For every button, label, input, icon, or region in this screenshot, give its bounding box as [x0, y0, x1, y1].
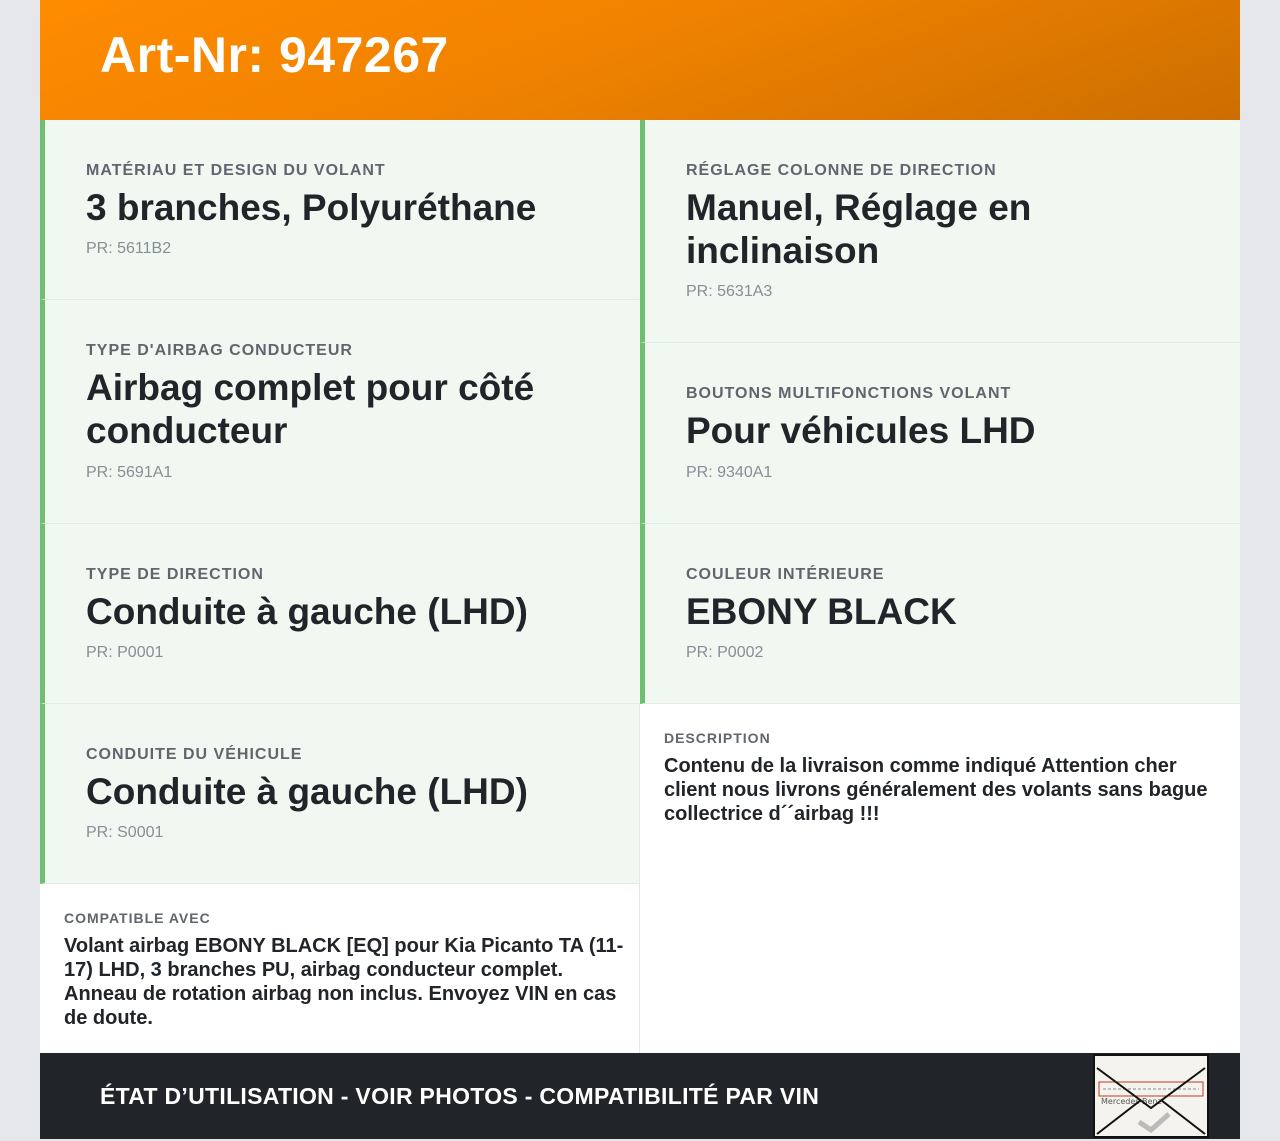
left-spec-column [40, 120, 640, 1054]
compatible-section [40, 884, 640, 1054]
spec-pr-code: PR: P0002 [686, 644, 764, 661]
spec-value: Pour véhicules LHD [686, 410, 1036, 451]
spec-cell-multifunction-buttons [640, 343, 1240, 524]
footer-notice: ÉTAT D’UTILISATION - VOIR PHOTOS - COMPATIBILITÉ PAR VIN [100, 1083, 820, 1109]
column-divider [639, 703, 640, 1053]
spec-label: MATÉRIAU ET DESIGN DU VOLANT [86, 162, 386, 179]
spec-cell-driver-airbag [40, 300, 640, 524]
spec-cell-steering-wheel-material [40, 120, 640, 300]
spec-pr-code: PR: 5611B2 [86, 240, 172, 257]
footer-bar [40, 1053, 1240, 1139]
spec-value: Conduite à gauche (LHD) [86, 591, 528, 632]
spec-cell-steering-type [40, 524, 640, 704]
spec-value: Conduite à gauche (LHD) [86, 771, 528, 812]
spec-value: 3 branches, Polyuréthane [86, 187, 537, 228]
spec-cell-vehicle-drive [40, 704, 640, 884]
product-photo-thumbnail[interactable] [1093, 1054, 1209, 1138]
description-text: Contenu de la livraison comme indiqué Attention cher client nous livrons généralement des volants sans bague collectrice d´´airbag !!! [664, 755, 1208, 825]
thumbnail-label: Mercedes-Benz [1101, 1097, 1162, 1106]
spec-label: CONDUITE DU VÉHICULE [86, 746, 303, 763]
spec-cell-steering-column [640, 120, 1240, 343]
spec-value: Manuel, Réglage en inclinaison [686, 187, 1032, 271]
description-section [640, 704, 1240, 1054]
right-spec-column [640, 120, 1240, 1054]
article-number-title: Art-Nr: 947267 [100, 27, 449, 83]
spec-label: COULEUR INTÉRIEURE [686, 566, 885, 583]
spec-label: RÉGLAGE COLONNE DE DIRECTION [686, 162, 997, 179]
spec-pr-code: PR: 5691A1 [86, 464, 173, 481]
spec-label: TYPE D'AIRBAG CONDUCTEUR [86, 342, 353, 359]
spec-label: TYPE DE DIRECTION [86, 566, 264, 583]
envelope-photo-icon [1095, 1056, 1207, 1136]
spec-pr-code: PR: P0001 [86, 644, 164, 661]
description-label: DESCRIPTION [664, 730, 771, 746]
header-banner [40, 0, 1240, 120]
spec-value: EBONY BLACK [686, 591, 957, 632]
spec-value: Airbag complet pour côté conducteur [86, 367, 535, 451]
compatible-text: Volant airbag EBONY BLACK [EQ] pour Kia Picanto TA (11-17) LHD, 3 branches PU, airbag conducteur complet. Anneau de rotation airbag non inclus. Envoyez VIN en cas de doute. [64, 935, 624, 1029]
spec-pr-code: PR: 5631A3 [686, 283, 773, 300]
spec-pr-code: PR: S0001 [86, 824, 164, 841]
spec-cell-interior-color [640, 524, 1240, 704]
spec-label: BOUTONS MULTIFONCTIONS VOLANT [686, 385, 1012, 402]
compatible-label: COMPATIBLE AVEC [64, 910, 211, 926]
spec-pr-code: PR: 9340A1 [686, 464, 773, 481]
product-card [40, 0, 1240, 1139]
